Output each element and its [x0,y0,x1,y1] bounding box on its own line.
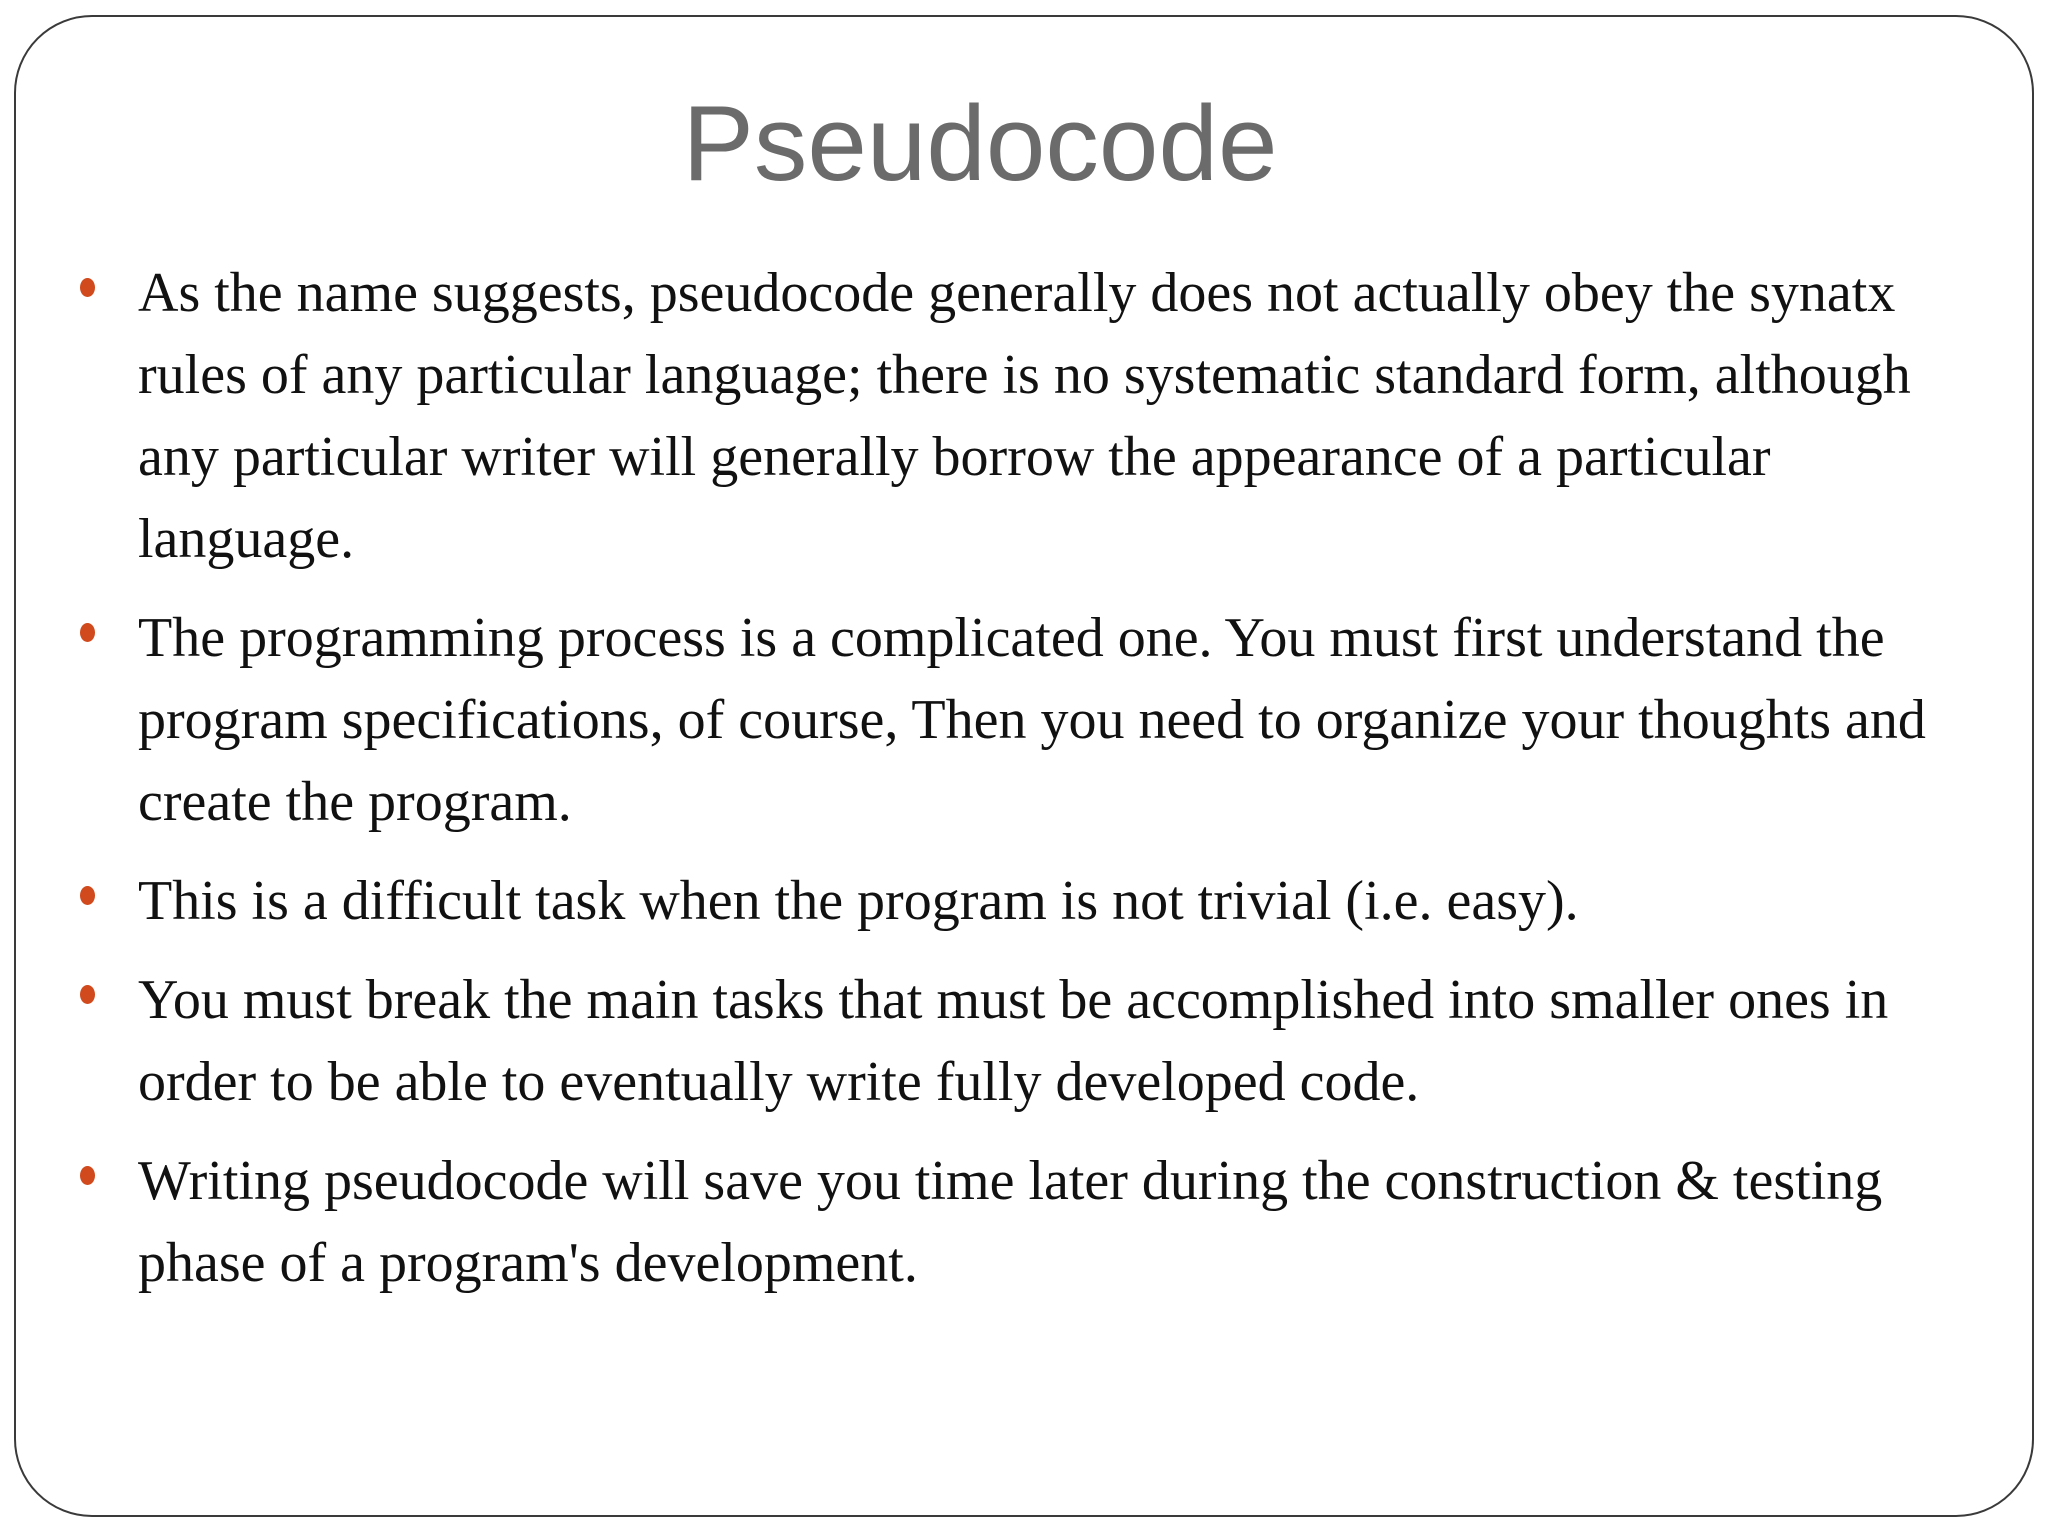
bullet-dot-icon [80,1166,95,1185]
bullet-dot-icon [80,985,95,1004]
bullet-item [76,959,1996,1123]
bullet-dot-icon [80,886,95,905]
bullet-text: Writing pseudocode will save you time later during the construction & testing phase of a program's development. [138,1150,1883,1294]
bullet-item [76,597,1996,843]
bullet-dot-icon [80,623,95,642]
bullet-list [76,252,1996,1321]
bullet-text: The programming process is a complicated one. You must first understand the program specifications, of course, Then you need to organize your thoughts and create the program. [138,607,1926,833]
bullet-item [76,1140,1996,1304]
slide-title: Pseudocode [682,83,1278,203]
bullet-dot-icon [80,278,95,297]
bullet-item [76,252,1996,580]
bullet-text: This is a difficult task when the program is not trivial (i.e. easy). [138,870,1579,932]
bullet-text: You must break the main tasks that must be accomplished into smaller ones in order to be able to eventually write fully developed code. [138,969,1889,1113]
bullet-text: As the name suggests, pseudocode generally does not actually obey the synatx rules of any particular language; there is no systematic standard form, although any particular writer will generally borrow the appearance of a particular language. [138,262,1911,570]
bullet-item [76,860,1996,942]
